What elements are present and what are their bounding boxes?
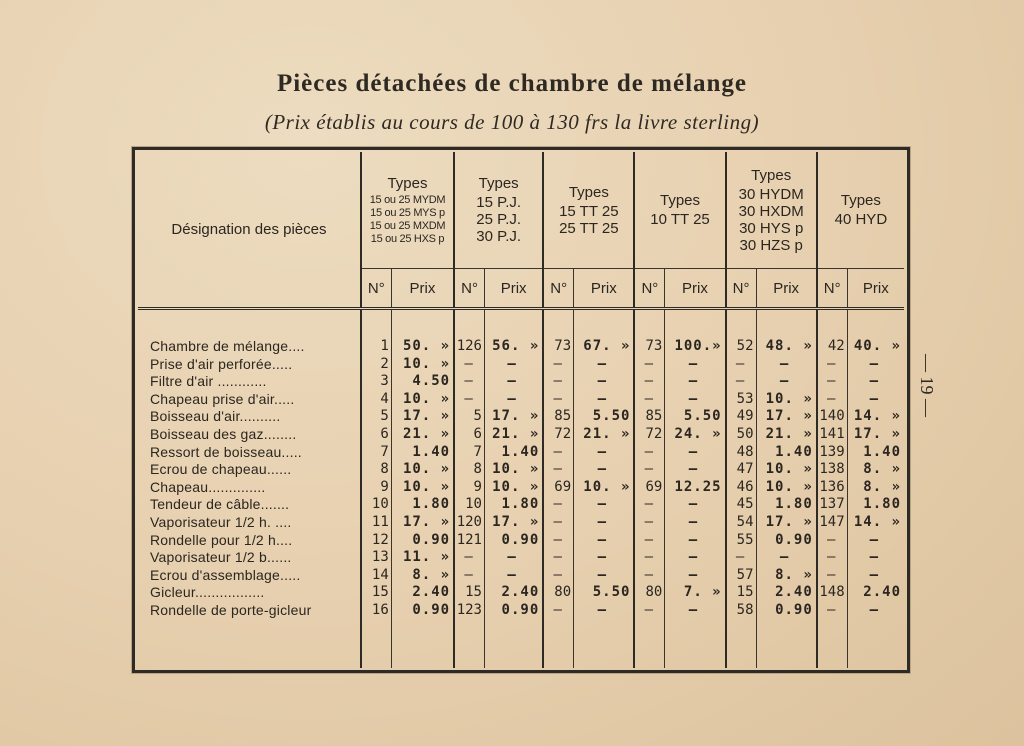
part-price: 1.80	[391, 496, 454, 514]
part-number: 42	[817, 338, 847, 356]
part-price: 0.90	[756, 602, 817, 620]
table-row	[138, 356, 904, 374]
part-price: —	[574, 444, 635, 462]
part-number: —	[543, 461, 573, 479]
part-number: 50	[726, 426, 756, 444]
part-name: Boisseau d'air..........	[150, 408, 281, 425]
col-header-no: N°	[726, 269, 756, 309]
part-price: 8. »	[847, 479, 904, 497]
part-price: 10. »	[574, 479, 635, 497]
part-price: 0.90	[391, 602, 454, 620]
part-number: —	[454, 567, 484, 585]
type-model: 15 TT 25	[559, 202, 619, 220]
page-number	[912, 340, 940, 430]
part-price: 21. »	[756, 426, 817, 444]
part-number: 9	[454, 479, 484, 497]
part-number: —	[454, 373, 484, 391]
part-price: 1.40	[756, 444, 817, 462]
part-price: 1.80	[847, 496, 904, 514]
part-price: —	[484, 549, 543, 567]
table-row	[138, 532, 904, 550]
part-price: 17. »	[391, 514, 454, 532]
part-number: 138	[817, 461, 847, 479]
part-price: —	[847, 356, 904, 374]
part-price: —	[756, 373, 817, 391]
part-number: —	[817, 532, 847, 550]
part-price: 17. »	[847, 426, 904, 444]
part-number: 121	[454, 532, 484, 550]
part-price: —	[574, 602, 635, 620]
table-row	[138, 549, 904, 567]
part-name: Prise d'air perforée.....	[150, 355, 293, 372]
part-price: 1.80	[756, 496, 817, 514]
table-row	[138, 461, 904, 479]
part-price: —	[665, 444, 726, 462]
part-number: —	[454, 356, 484, 374]
part-number: 85	[543, 408, 573, 426]
part-number: 11	[361, 514, 391, 532]
price-table	[138, 152, 904, 668]
part-number: —	[543, 496, 573, 514]
table-row	[138, 584, 904, 602]
part-price: —	[574, 567, 635, 585]
col-header-no: N°	[817, 269, 847, 309]
table-row	[138, 602, 904, 620]
part-name: Rondelle pour 1/2 h....	[150, 531, 293, 548]
designation-header: Désignation des pièces	[138, 152, 361, 309]
part-number: 147	[817, 514, 847, 532]
part-price: 21. »	[484, 426, 543, 444]
part-price: 50. »	[391, 338, 454, 356]
part-price: 100.»	[665, 338, 726, 356]
table-header-types	[138, 152, 904, 269]
part-name: Rondelle de porte-gicleur	[150, 601, 312, 618]
part-price: 1.40	[391, 444, 454, 462]
type-group-header	[543, 152, 634, 269]
part-number: 69	[634, 479, 664, 497]
type-label: Types	[478, 175, 519, 192]
type-model: 30 HYS p	[739, 219, 804, 237]
part-number: 5	[361, 408, 391, 426]
part-number: 137	[817, 496, 847, 514]
part-number: —	[543, 549, 573, 567]
part-number: —	[817, 602, 847, 620]
part-number: 12	[361, 532, 391, 550]
part-name: Chambre de mélange....	[150, 338, 305, 354]
part-number: —	[634, 356, 664, 374]
part-price: —	[847, 567, 904, 585]
page-number-text: — 19 —	[916, 353, 937, 417]
part-number: —	[454, 549, 484, 567]
part-price: 0.90	[484, 532, 543, 550]
table-row	[138, 391, 904, 409]
part-price: 40. »	[847, 338, 904, 356]
part-price: —	[665, 373, 726, 391]
type-label: Types	[660, 192, 701, 209]
part-number: —	[543, 391, 573, 409]
part-price: 12.25	[665, 479, 726, 497]
part-number: 148	[817, 584, 847, 602]
part-number: 48	[726, 444, 756, 462]
part-price: —	[484, 391, 543, 409]
part-price: 14. »	[847, 408, 904, 426]
part-number: 72	[543, 426, 573, 444]
part-price: 2.40	[756, 584, 817, 602]
part-price: —	[847, 373, 904, 391]
part-number: —	[726, 356, 756, 374]
part-price: 17. »	[756, 514, 817, 532]
part-price: —	[847, 391, 904, 409]
part-price: 14. »	[847, 514, 904, 532]
part-number: —	[543, 444, 573, 462]
part-price: —	[574, 496, 635, 514]
part-price: —	[484, 356, 543, 374]
part-number: 55	[726, 532, 756, 550]
part-price: —	[484, 373, 543, 391]
part-price: 1.40	[484, 444, 543, 462]
part-number: 5	[454, 408, 484, 426]
part-name: Vaporisateur 1/2 h. ....	[150, 513, 292, 530]
col-header-prix: Prix	[665, 269, 726, 309]
table-row	[138, 373, 904, 391]
part-price: 1.80	[484, 496, 543, 514]
part-name: Gicleur.................	[150, 584, 265, 601]
part-price: 10. »	[391, 356, 454, 374]
part-number: 80	[634, 584, 664, 602]
part-price: 8. »	[847, 461, 904, 479]
part-number: 10	[361, 496, 391, 514]
col-header-prix: Prix	[574, 269, 635, 309]
part-number: —	[634, 549, 664, 567]
part-number: 15	[726, 584, 756, 602]
part-price: 67. »	[574, 338, 635, 356]
part-number: 72	[634, 426, 664, 444]
part-number: —	[543, 602, 573, 620]
page-subtitle: (Prix établis au cours de 100 à 130 frs la livre sterling)	[264, 110, 760, 134]
part-price: —	[756, 549, 817, 567]
part-number: 6	[361, 426, 391, 444]
part-number: —	[817, 549, 847, 567]
col-header-no: N°	[454, 269, 484, 309]
part-number: 136	[817, 479, 847, 497]
part-price: 0.90	[391, 532, 454, 550]
part-number: 1	[361, 338, 391, 356]
part-price: —	[665, 496, 726, 514]
type-model: 15 ou 25 HXS p	[370, 232, 445, 245]
part-number: 58	[726, 602, 756, 620]
type-model: 25 P.J.	[476, 211, 522, 228]
part-price: 17. »	[391, 408, 454, 426]
part-number: 7	[454, 444, 484, 462]
part-number: 120	[454, 514, 484, 532]
part-name: Chapeau..............	[150, 478, 266, 495]
part-number: 8	[454, 461, 484, 479]
part-price: —	[574, 514, 635, 532]
part-number: —	[634, 602, 664, 620]
part-price: —	[574, 391, 635, 409]
spacer-row	[138, 309, 904, 339]
part-number: 123	[454, 602, 484, 620]
part-number: 3	[361, 373, 391, 391]
part-number: 49	[726, 408, 756, 426]
part-number: 6	[454, 426, 484, 444]
type-model: 15 ou 25 MXDM	[369, 219, 446, 232]
part-price: —	[665, 602, 726, 620]
part-number: 73	[634, 338, 664, 356]
part-price: —	[847, 532, 904, 550]
type-model: 30 HYDM	[738, 185, 804, 203]
part-name: Filtre d'air ............	[150, 373, 267, 390]
part-price: 10. »	[756, 391, 817, 409]
part-number: 47	[726, 461, 756, 479]
part-number: —	[634, 567, 664, 585]
part-number: —	[817, 391, 847, 409]
table-row	[138, 514, 904, 532]
part-name: Chapeau prise d'air.....	[150, 390, 295, 407]
part-price: 17. »	[484, 514, 543, 532]
part-price: 21. »	[391, 426, 454, 444]
part-price: 5.50	[574, 408, 635, 426]
type-model: 25 TT 25	[559, 219, 619, 237]
part-price: 10. »	[391, 479, 454, 497]
type-model: 30 HXDM	[738, 202, 804, 220]
type-label: Types	[840, 192, 881, 209]
part-price: —	[574, 461, 635, 479]
part-number: 126	[454, 338, 484, 356]
part-number: —	[543, 373, 573, 391]
part-price: 10. »	[391, 391, 454, 409]
part-price: —	[574, 356, 635, 374]
part-number: 10	[454, 496, 484, 514]
type-model: 30 P.J.	[476, 228, 522, 245]
part-number: —	[726, 373, 756, 391]
part-number: 73	[543, 338, 573, 356]
part-number: 16	[361, 602, 391, 620]
part-number: 52	[726, 338, 756, 356]
part-number: —	[817, 567, 847, 585]
part-price: 10. »	[756, 479, 817, 497]
type-label: Types	[568, 183, 609, 201]
part-number: —	[543, 567, 573, 585]
part-number: —	[543, 356, 573, 374]
part-price: 0.90	[484, 602, 543, 620]
part-price: 2.40	[847, 584, 904, 602]
part-price: —	[756, 356, 817, 374]
col-header-prix: Prix	[756, 269, 817, 309]
part-number: 14	[361, 567, 391, 585]
part-name: Ecrou de chapeau......	[150, 461, 292, 478]
part-number: 140	[817, 408, 847, 426]
col-header-prix: Prix	[484, 269, 543, 309]
part-number: —	[726, 549, 756, 567]
type-group-header	[361, 152, 454, 269]
part-number: 45	[726, 496, 756, 514]
part-number: 9	[361, 479, 391, 497]
part-price: 5.50	[574, 584, 635, 602]
table-row	[138, 444, 904, 462]
part-price: —	[847, 602, 904, 620]
col-header-no: N°	[543, 269, 573, 309]
part-price: —	[847, 549, 904, 567]
table-row	[138, 479, 904, 497]
col-header-prix: Prix	[847, 269, 904, 309]
part-number: 85	[634, 408, 664, 426]
part-price: 4.50	[391, 373, 454, 391]
type-label: Types	[751, 166, 792, 184]
page-title: Pièces détachées de chambre de mélange	[276, 70, 748, 97]
type-label: Types	[387, 174, 428, 192]
part-price: —	[574, 549, 635, 567]
part-number: 141	[817, 426, 847, 444]
table-row	[138, 496, 904, 514]
table-row	[138, 338, 904, 356]
part-number: —	[543, 532, 573, 550]
part-number: 69	[543, 479, 573, 497]
part-number: —	[634, 514, 664, 532]
part-price: 24. »	[665, 426, 726, 444]
type-group-header	[726, 152, 817, 269]
part-number: 139	[817, 444, 847, 462]
part-name: Ressort de boisseau.....	[150, 443, 302, 460]
type-model: 40 HYD	[834, 211, 888, 228]
table-row	[138, 408, 904, 426]
part-price: 1.40	[847, 444, 904, 462]
part-number: —	[634, 444, 664, 462]
part-number: 7	[361, 444, 391, 462]
part-price: 17. »	[484, 408, 543, 426]
part-number: —	[817, 373, 847, 391]
table-row	[138, 567, 904, 585]
part-price: 10. »	[484, 479, 543, 497]
part-number: —	[634, 391, 664, 409]
part-price: —	[665, 567, 726, 585]
part-price: 2.40	[391, 584, 454, 602]
part-price: —	[574, 373, 635, 391]
type-model: 10 TT 25	[650, 211, 710, 228]
part-price: —	[665, 514, 726, 532]
part-price: —	[665, 532, 726, 550]
part-price: 10. »	[484, 461, 543, 479]
part-number: —	[634, 373, 664, 391]
part-price: 17. »	[756, 408, 817, 426]
type-group-header	[454, 152, 543, 269]
part-name: Vaporisateur 1/2 b......	[150, 549, 292, 566]
part-number: —	[817, 356, 847, 374]
part-number: —	[634, 461, 664, 479]
type-model: 15 ou 25 MYDM	[369, 193, 446, 206]
part-number: 8	[361, 461, 391, 479]
part-number: —	[634, 496, 664, 514]
part-price: —	[665, 356, 726, 374]
part-number: —	[454, 391, 484, 409]
part-price: 10. »	[756, 461, 817, 479]
part-number: 57	[726, 567, 756, 585]
part-price: 56. »	[484, 338, 543, 356]
part-price: 21. »	[574, 426, 635, 444]
col-header-prix: Prix	[391, 269, 454, 309]
part-number: 54	[726, 514, 756, 532]
part-price: 0.90	[756, 532, 817, 550]
part-price: —	[665, 391, 726, 409]
part-name: Tendeur de câble.......	[150, 496, 290, 513]
table-row	[138, 426, 904, 444]
part-number: 4	[361, 391, 391, 409]
type-model: 15 ou 25 MYS p	[370, 206, 445, 219]
part-number: 2	[361, 356, 391, 374]
col-header-no: N°	[634, 269, 664, 309]
part-number: 15	[454, 584, 484, 602]
part-number: 13	[361, 549, 391, 567]
part-name: Boisseau des gaz........	[150, 425, 297, 442]
part-price: 11. »	[391, 549, 454, 567]
part-price: —	[665, 461, 726, 479]
part-number: —	[543, 514, 573, 532]
type-group-header	[817, 152, 904, 269]
part-price: 10. »	[391, 461, 454, 479]
part-price: —	[574, 532, 635, 550]
part-number: 53	[726, 391, 756, 409]
part-price: 48. »	[756, 338, 817, 356]
part-number: 15	[361, 584, 391, 602]
part-number: 80	[543, 584, 573, 602]
type-model: 30 HZS p	[739, 236, 803, 254]
part-number: —	[634, 532, 664, 550]
part-price: 8. »	[391, 567, 454, 585]
part-price: 8. »	[756, 567, 817, 585]
part-price: 2.40	[484, 584, 543, 602]
part-price: —	[665, 549, 726, 567]
part-price: —	[484, 567, 543, 585]
col-header-no: N°	[361, 269, 391, 309]
type-model: 15 P.J.	[476, 194, 522, 211]
spacer-row	[138, 620, 904, 669]
part-number: 46	[726, 479, 756, 497]
part-name: Ecrou d'assemblage.....	[150, 566, 301, 583]
type-group-header	[634, 152, 725, 269]
part-price: 7. »	[665, 584, 726, 602]
part-price: 5.50	[665, 408, 726, 426]
